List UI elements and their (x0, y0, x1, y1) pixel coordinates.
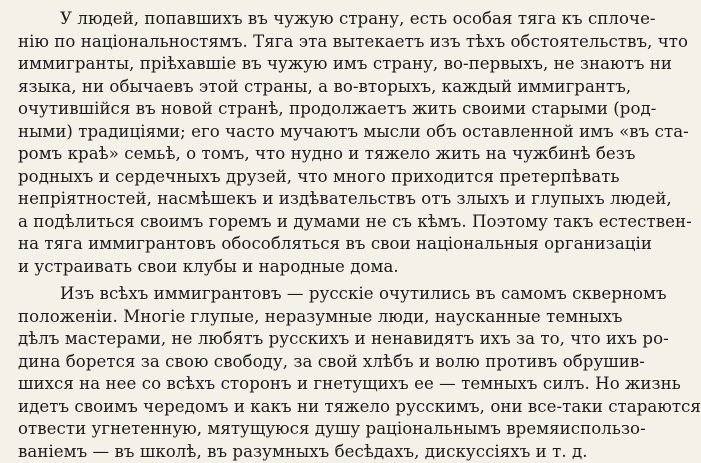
text-line: У людей, попавшихъ въ чужую страну, есть особая тяга къ сплоче- (18, 8, 580, 31)
text-line: нію по національностямъ. Тяга эта вытекаетъ изъ тѣхъ обстоятельствъ, что (18, 31, 580, 54)
text-line: ными) традиціями; его часто мучаютъ мысли объ оставленной имъ «въ ста- (18, 121, 580, 144)
text-line: шихся на нее со всѣхъ сторонъ и гнетущихъ ее — темныхъ силъ. Но жизнь (18, 373, 580, 396)
text-line: а подѣлиться своимъ горемъ и думами не съ кѣмъ. Поэтому такъ естествен- (18, 211, 580, 234)
text-line: отвести угнетенную, мятущуюся душу раціональнымъ времяиспользо- (18, 418, 580, 441)
text-line: дина борется за свою свободу, за свой хлѣбъ и волю противъ обрушив- (18, 351, 580, 374)
text-line: на тяга иммигрантовъ обособляться въ свои національныя организаціи (18, 233, 580, 256)
paragraph-1 (18, 8, 580, 278)
text-line: языка, ни обычаевъ этой страны, а во-вторыхъ, каждый иммигрантъ, (18, 76, 580, 99)
text-line: дѣлъ мастерами, не любятъ русскихъ и ненавидятъ ихъ за то, что ихъ ро- (18, 328, 580, 351)
text-line: Изъ всѣхъ иммигрантовъ — русскіе очутились въ самомъ скверномъ (18, 283, 580, 306)
text-line: ромъ краѣ» семьѣ, о томъ, что нудно и тяжело жить на чужбинѣ безъ (18, 143, 580, 166)
text-line: очутившійся въ новой странѣ, продолжаетъ жить своими старыми (род- (18, 98, 580, 121)
text-line: положеніи. Многіе глупые, неразумные люди, наусканные темныхъ (18, 306, 580, 329)
text-line: непріятностей, насмѣшекъ и издѣвательствъ отъ злыхъ и глупыхъ людей, (18, 188, 580, 211)
text-line: ваніемъ — въ школѣ, въ разумныхъ бесѣдахъ, дискуссіяхъ и т. д. (18, 441, 580, 463)
text-line: идетъ своимъ чередомъ и какъ ни тяжело русскимъ, они все-таки стараются (18, 396, 580, 419)
paragraph-2 (18, 283, 580, 463)
text-line: и устраивать свои клубы и народные дома. (18, 256, 580, 279)
text-line: родныхъ и сердечныхъ друзей, что много приходится претерпѣвать (18, 166, 580, 189)
text-line: иммигранты, пріѣхавшіе въ чужую имъ страну, во-первыхъ, не знаютъ ни (18, 53, 580, 76)
